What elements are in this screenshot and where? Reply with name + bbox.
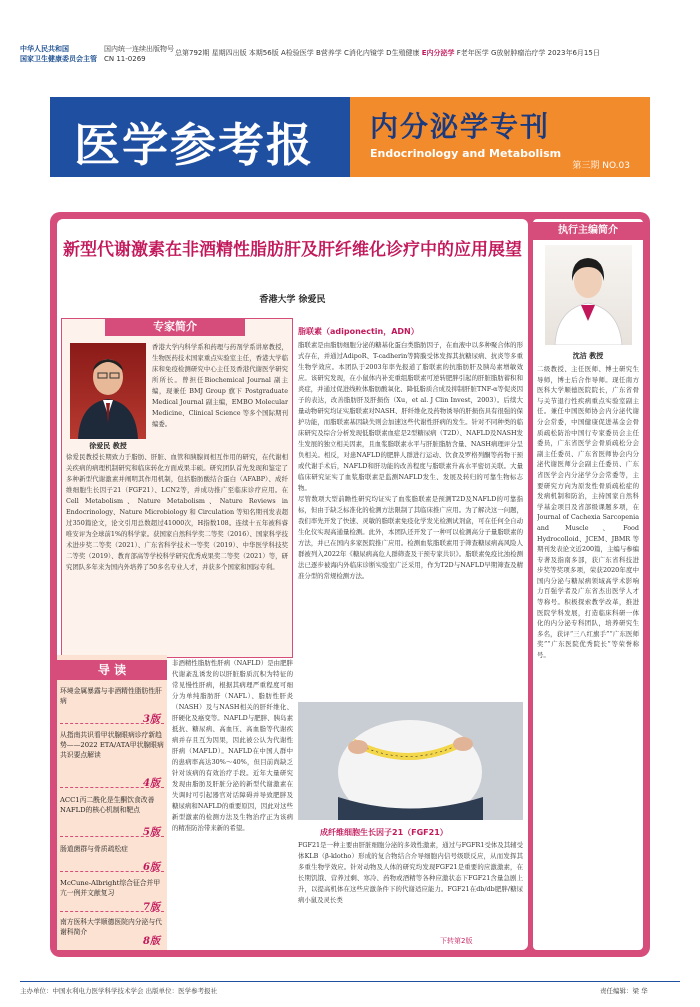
- fgf21-body-text: FGF21是一种主要由肝脏细胞分泌的多效性激素，通过与FGFR1受体及其辅受体KLB（β-klotho）形成的复合物结合介导细胞内信号级联反应，从而发挥其多重生物学效应。针对动物及人体的研究均发现FGF21是重要的应激激素，在长期饥饿、营养过剩、寒冷、药物或酒精等各种应激状态下FGF21含量急剧上升，以提高机体在这些应激条件下的代谢适应能力。FGF21在db/db肥胖/糖尿病小鼠及灵长类: [298, 841, 523, 904]
- intro-body-text: 非酒精性脂肪性肝病（NAFLD）是由肥胖代谢紊乱诱发的以肝脏脂质沉积为特征的常见慢性肝病，根据其病理严重程度可细分为单纯脂肪肝（NAFL）、脂肪性肝炎（NASH）及与NASH相关的肝纤维化、肝硬化及癌变等。NAFLD与肥胖、胰岛素抵抗、糖尿病、高血压、高血脂等代谢疾病并存且互为因果，因此被公认为代谢性肝病（MAFLD）。NAFLD在中国人群中的患病率高达30%～40%，但目前尚缺乏针对该病的有效治疗手段。近年大量研究发现由脂肪及肝脏分泌的新型代谢激素在失调时可引起器官对话障碍并导致肥胖及糖尿病和NAFLD的重要原因，因此对这些新型激素的检测方法及生物治疗正为该病的精准防治带来新的希望。: [172, 659, 293, 832]
- expert-bio-header: 专家简介: [105, 318, 245, 336]
- masthead-banner: [50, 97, 650, 177]
- guide-item-text: 南方医科大学顺德医院内分泌与代谢科简介: [60, 918, 162, 936]
- continued-note[interactable]: 下转第2版: [440, 937, 473, 945]
- expert-bio-text-top: 香港大学内科学系和药理与药剂学系讲席教授，生物医药技术国家重点实验室主任，香港大学临床和免疫检测研究中心主任及香港代谢医学研究所所长。曾担任Biochemical Journal 副主编，现兼任 BMJ Group 旗下 Postgraduate Medical Journal 副主编，EMBO Molecular Medicine、Clinical Science 等多个国际期刊编委。: [152, 343, 288, 428]
- editor-bio-text: 二级教授、主任医师、博士研究生导师，博士后合作导师。现任南方医科大学顺德医院院长，广东省骨与关节退行性疾病重点实验室副主任。兼任中国医师协会内分泌代谢分会常委，中国健康促进基金会骨质疏松防治中国行专家委员会主任委员，广东省医学会骨质疏松分会副主任委员、广东省医师协会内分泌代谢医师分会副主任委员、广东省医学会内分泌学分会常委等，主要研究方向为原发性骨质疏松症的发病机制和防治，主持国家自然科学基金项目及省部级课题多项，在 Journal of Cachexia Sarcopenia and Muscle、Food Hydrocolloid、JCEM、JBMR 等期刊发表论文近200篇，主编与参编专著及指南多部，获广东省科技进步奖等奖项多项，荣获2020年度中国内分泌与糖尿病领域高学术影响力百强学者及广东省杰出医学人才等称号。积极探索教学改革，推进医院学科发展，打造临床科研一体化的内分泌专科团队，培养研究生多名，获评“三八红旗手”“广东医师奖”“广东医院优秀院长”等荣誉称号。: [537, 365, 639, 660]
- guide-item-page: 7版: [143, 902, 160, 913]
- issn-label: [104, 44, 174, 64]
- guide-item-page: 5版: [143, 827, 160, 838]
- special-issue-title: 内分泌学专刊: [370, 110, 551, 143]
- guide-item[interactable]: [60, 686, 164, 724]
- editor-bio-header: 执行主编简介: [533, 222, 643, 240]
- guide-item-page: 3版: [143, 714, 160, 725]
- guide-item-text: 肠道菌群与骨质疏松症: [60, 845, 128, 853]
- expert-name: 徐爱民 教授: [89, 441, 127, 450]
- guide-item-page: 6版: [143, 862, 160, 873]
- guide-item-page: 4版: [143, 778, 160, 789]
- adiponectin-body-text: 脂联素是由脂肪细胞分泌的糖基化蛋白类脂肪因子，在血液中以多种聚合体的形式存在，并通过AdipoR、T-cadherin等跨膜受体发挥其抗糖尿病、抗炎等多重生物学效应。本团队于2003年率先报道了脂联素的抗脂肪肝及胰岛素增敏效应。该研究发现，在小鼠体内补充重组脂联素可逆转肥胖引起的肝脏脂肪蓄积和炎症，并通过促进线粒体脂肪酸氧化、降低脂质合成及抑制肝脏TNF-α等促炎因子的表达，改善脂肪肝及肝损伤（Xu，et al. J Clin Invest，2003）。后续大量动物研究均证实脂联素对NASH、肝纤维化及药物诱导的肝损伤具有很强的保护功能，而脂联素基因缺失则会加速这些代谢性肝病的发生。针对不同种类的临床研究及综合分析发现低脂联素血症是2型糖尿病（T2D）、NAFLD及NASH发生发展的独立相关因素，且血浆脂联素水平与肝脏脂肪含量、NASH病理评分呈负相关。相反，对患NAFLD的肥胖人群进行运动、饮食及罗格列酮等药物干预或代谢手术后，NAFLD和肝功能的改善程度与脂联素升高水平密切关联。大量临床研究证实了血浆脂联素是监测NAFLD发生、发展及转归的可靠生物标志物。 尽管数项大型前瞻性研究均证实了血浆脂联素是预测T2D及NAFLD的可靠指标，但由于缺乏标准化的检测方法限制了其临床推广应用。为了解决这一问题，我们率先开发了快速、灵敏的脂联素免疫化学发光检测试剂盒，可在任何全自动生化仪实现高通量检测。此外，本团队还开发了一种可以检测高分子量脂联素的方法，并已在国内多家医院推广应用。检测血浆脂联素用于筛查糖尿病高风险人群被列入2022年《糖尿病高危人群筛查及干预专家共识》。脂联素免疫比浊检测法已逐步被海内外临床诊断实验室广泛采用，作为T2D与NAFLD早期筛查及精准分型的常规检测方法。: [298, 341, 523, 580]
- editor-portrait-photo: [545, 245, 632, 345]
- guide-item-text: ACC1丙二酰化是生酮饮食改善NAFLD的核心机制和靶点: [60, 796, 155, 814]
- special-issue-english: Endocrinology and Metabolism: [370, 147, 562, 160]
- publisher-line1: 中华人民共和国: [20, 45, 69, 53]
- footer-publisher: 主办单位：中国水利电力医学科学技术学会 出版单位：医学参考报社: [20, 987, 218, 995]
- fgf21-subheading: 成纤维细胞生长因子21（FGF21）: [320, 828, 448, 837]
- obesity-photo: [298, 702, 523, 820]
- expert-bio-text-bottom: 徐爱民教授长期致力于脂肪、肝脏、血管和胰腺间相互作用的研究，在代谢相关疾病的病理机制研究和临床转化方面成果丰硕。研究团队首先发现和鉴定了多种新型代谢激素并阐明其作用机制，包括脂肪酸结合蛋白（AFABP）、成纤维细胞生长因子21（FGF21）、LCN2等，并成功推广至临床诊疗应用。在 Cell Metabolism、Nature Metabolism、Nature Reviews in Endocrinology、Nature Microbiology 和 Circulation 等知名期刊发表超过350篇论文，论文引用总数超过41000次，H指数108。连续十五年被科睿唯安评为全球前1%的科学家。获国家自然科学奖二等奖（2016）、国家科学技术进步奖二等奖（2021）、广东省科学技术一等奖（2019）、中华医学科技奖二等奖（2019）、教育部高等学校科学研究优秀成果奖二等奖（2021）等，研究团队多年来为国内外培养了50多名专业人才，并获多个国家和国际专利。: [66, 453, 288, 571]
- footer-editor: 责任编辑：梁 华: [600, 987, 648, 995]
- publisher-label: [20, 44, 97, 64]
- footer-divider: [20, 981, 680, 982]
- special-issue-panel: [350, 97, 650, 177]
- special-issue-number: 第三期 NO.03: [572, 161, 630, 171]
- guide-header: 导 读: [57, 660, 167, 680]
- guide-item-text: 环境金属暴露与非酒精性脂肪性肝病: [60, 687, 162, 705]
- guide-item-page: 8版: [143, 936, 160, 947]
- issue-info-before: 总第792期 星期四出版 本期56版 A检验医学 B营养学 C消化内镜学 D生殖健康: [175, 49, 422, 57]
- issn-line1: 国内统一连续出版物号: [104, 45, 174, 53]
- guide-item-text: McCune-Albright综合征合并甲亢一例并文献复习: [60, 879, 161, 897]
- masthead-title: 医学参考报: [50, 97, 350, 177]
- issue-info-after: F老年医学 G放射肿瘤治疗学 2023年6月15日: [454, 49, 600, 57]
- issue-info-highlight: E内分泌学: [421, 49, 455, 57]
- guide-item[interactable]: [60, 730, 164, 788]
- article-title: 新型代谢激素在非酒精性脂肪肝及肝纤维化诊疗中的应用展望: [63, 240, 522, 260]
- guide-item[interactable]: [60, 844, 164, 872]
- publisher-line2: 国家卫生健康委员会主管: [20, 55, 97, 63]
- guide-item[interactable]: [60, 917, 164, 945]
- guide-item[interactable]: [60, 878, 164, 912]
- adiponectin-subheading: 脂联素（adiponectin，ADN）: [298, 327, 419, 336]
- issn-line2: CN 11-0269: [104, 55, 146, 63]
- guide-item-text: 从指南共识看甲状腺眼病诊疗新趋势——2022 ETA/ATA甲状腺眼病共识要点解读: [60, 731, 164, 759]
- guide-item[interactable]: [60, 795, 164, 837]
- issue-info: [175, 48, 680, 58]
- editor-name: 沈洁 教授: [572, 351, 604, 360]
- article-author: 香港大学 徐爱民: [259, 295, 326, 305]
- expert-portrait-photo: [70, 343, 146, 439]
